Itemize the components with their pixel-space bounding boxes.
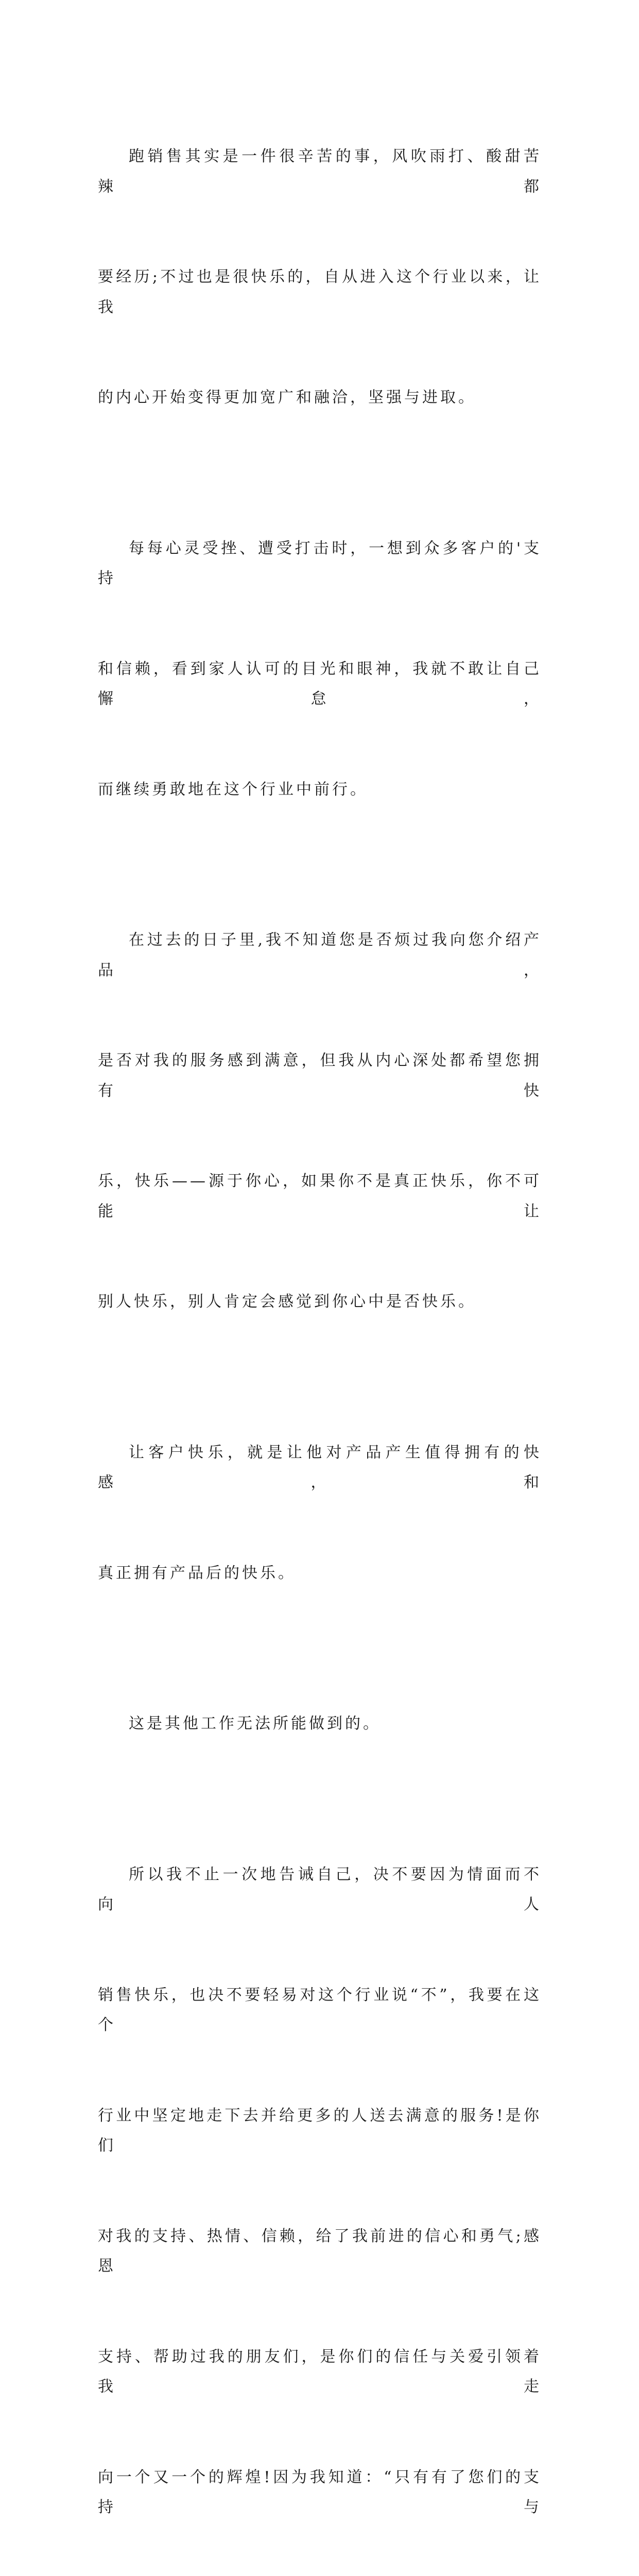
text-line: 真正拥有产品后的快乐。 <box>98 1558 542 1589</box>
text-line: 支持、帮助过我的朋友们，是你们的信任与关爱引领着我走 <box>98 2342 542 2402</box>
text-line: 对我的支持、热情、信赖，给了我前进的信心和勇气;感恩 <box>98 2222 542 2282</box>
text-line: 别人快乐，别人肯定会感觉到你心中是否快乐。 <box>98 1287 542 1317</box>
text-line: 每每心灵受挫、遭受打击时，一想到众多客户的'支持 <box>98 534 542 594</box>
paragraph-2 <box>98 473 542 866</box>
text-line: 让客户快乐，就是让他对产品产生值得拥有的快感，和 <box>98 1438 542 1498</box>
text-line: 跑销售其实是一件很辛苦的事，风吹雨打、酸甜苦辣都 <box>98 142 542 202</box>
text-line: 在过去的日子里,我不知道您是否烦过我向您介绍产品， <box>98 925 542 986</box>
text-line: 销售快乐，也决不要轻易对这个行业说“不”，我要在这个 <box>98 1980 542 2041</box>
text-line: 向一个又一个的辉煌!因为我知道：“只有有了您们的支持与 <box>98 2463 542 2523</box>
paragraph-6 <box>98 1800 542 2576</box>
paragraph-1 <box>98 81 542 473</box>
text-line: 所以我不止一次地告诫自己，决不要因为情面而不向人 <box>98 1860 542 1920</box>
text-line: 乐，快乐——源于你心，如果你不是真正快乐，你不可能让 <box>98 1166 542 1227</box>
paragraph-3 <box>98 865 542 1378</box>
text-line: 和信赖，看到家人认可的目光和眼神，我就不敢让自己懈怠， <box>98 654 542 715</box>
text-line: 要经历;不过也是很快乐的，自从进入这个行业以来，让我 <box>98 262 542 323</box>
text-line: 的内心开始变得更加宽广和融洽，坚强与进取。 <box>98 383 542 413</box>
text-line: 而继续勇敢地在这个行业中前行。 <box>98 775 542 805</box>
paragraph-5 <box>98 1649 542 1800</box>
document-body <box>98 81 542 2576</box>
text-line: 行业中坚定地走下去并给更多的人送去满意的服务!是你们 <box>98 2101 542 2161</box>
text-line: 是否对我的服务感到满意，但我从内心深处都希望您拥有快 <box>98 1046 542 1106</box>
paragraph-4 <box>98 1378 542 1649</box>
text-line: 这是其他工作无法所能做到的。 <box>98 1709 542 1739</box>
